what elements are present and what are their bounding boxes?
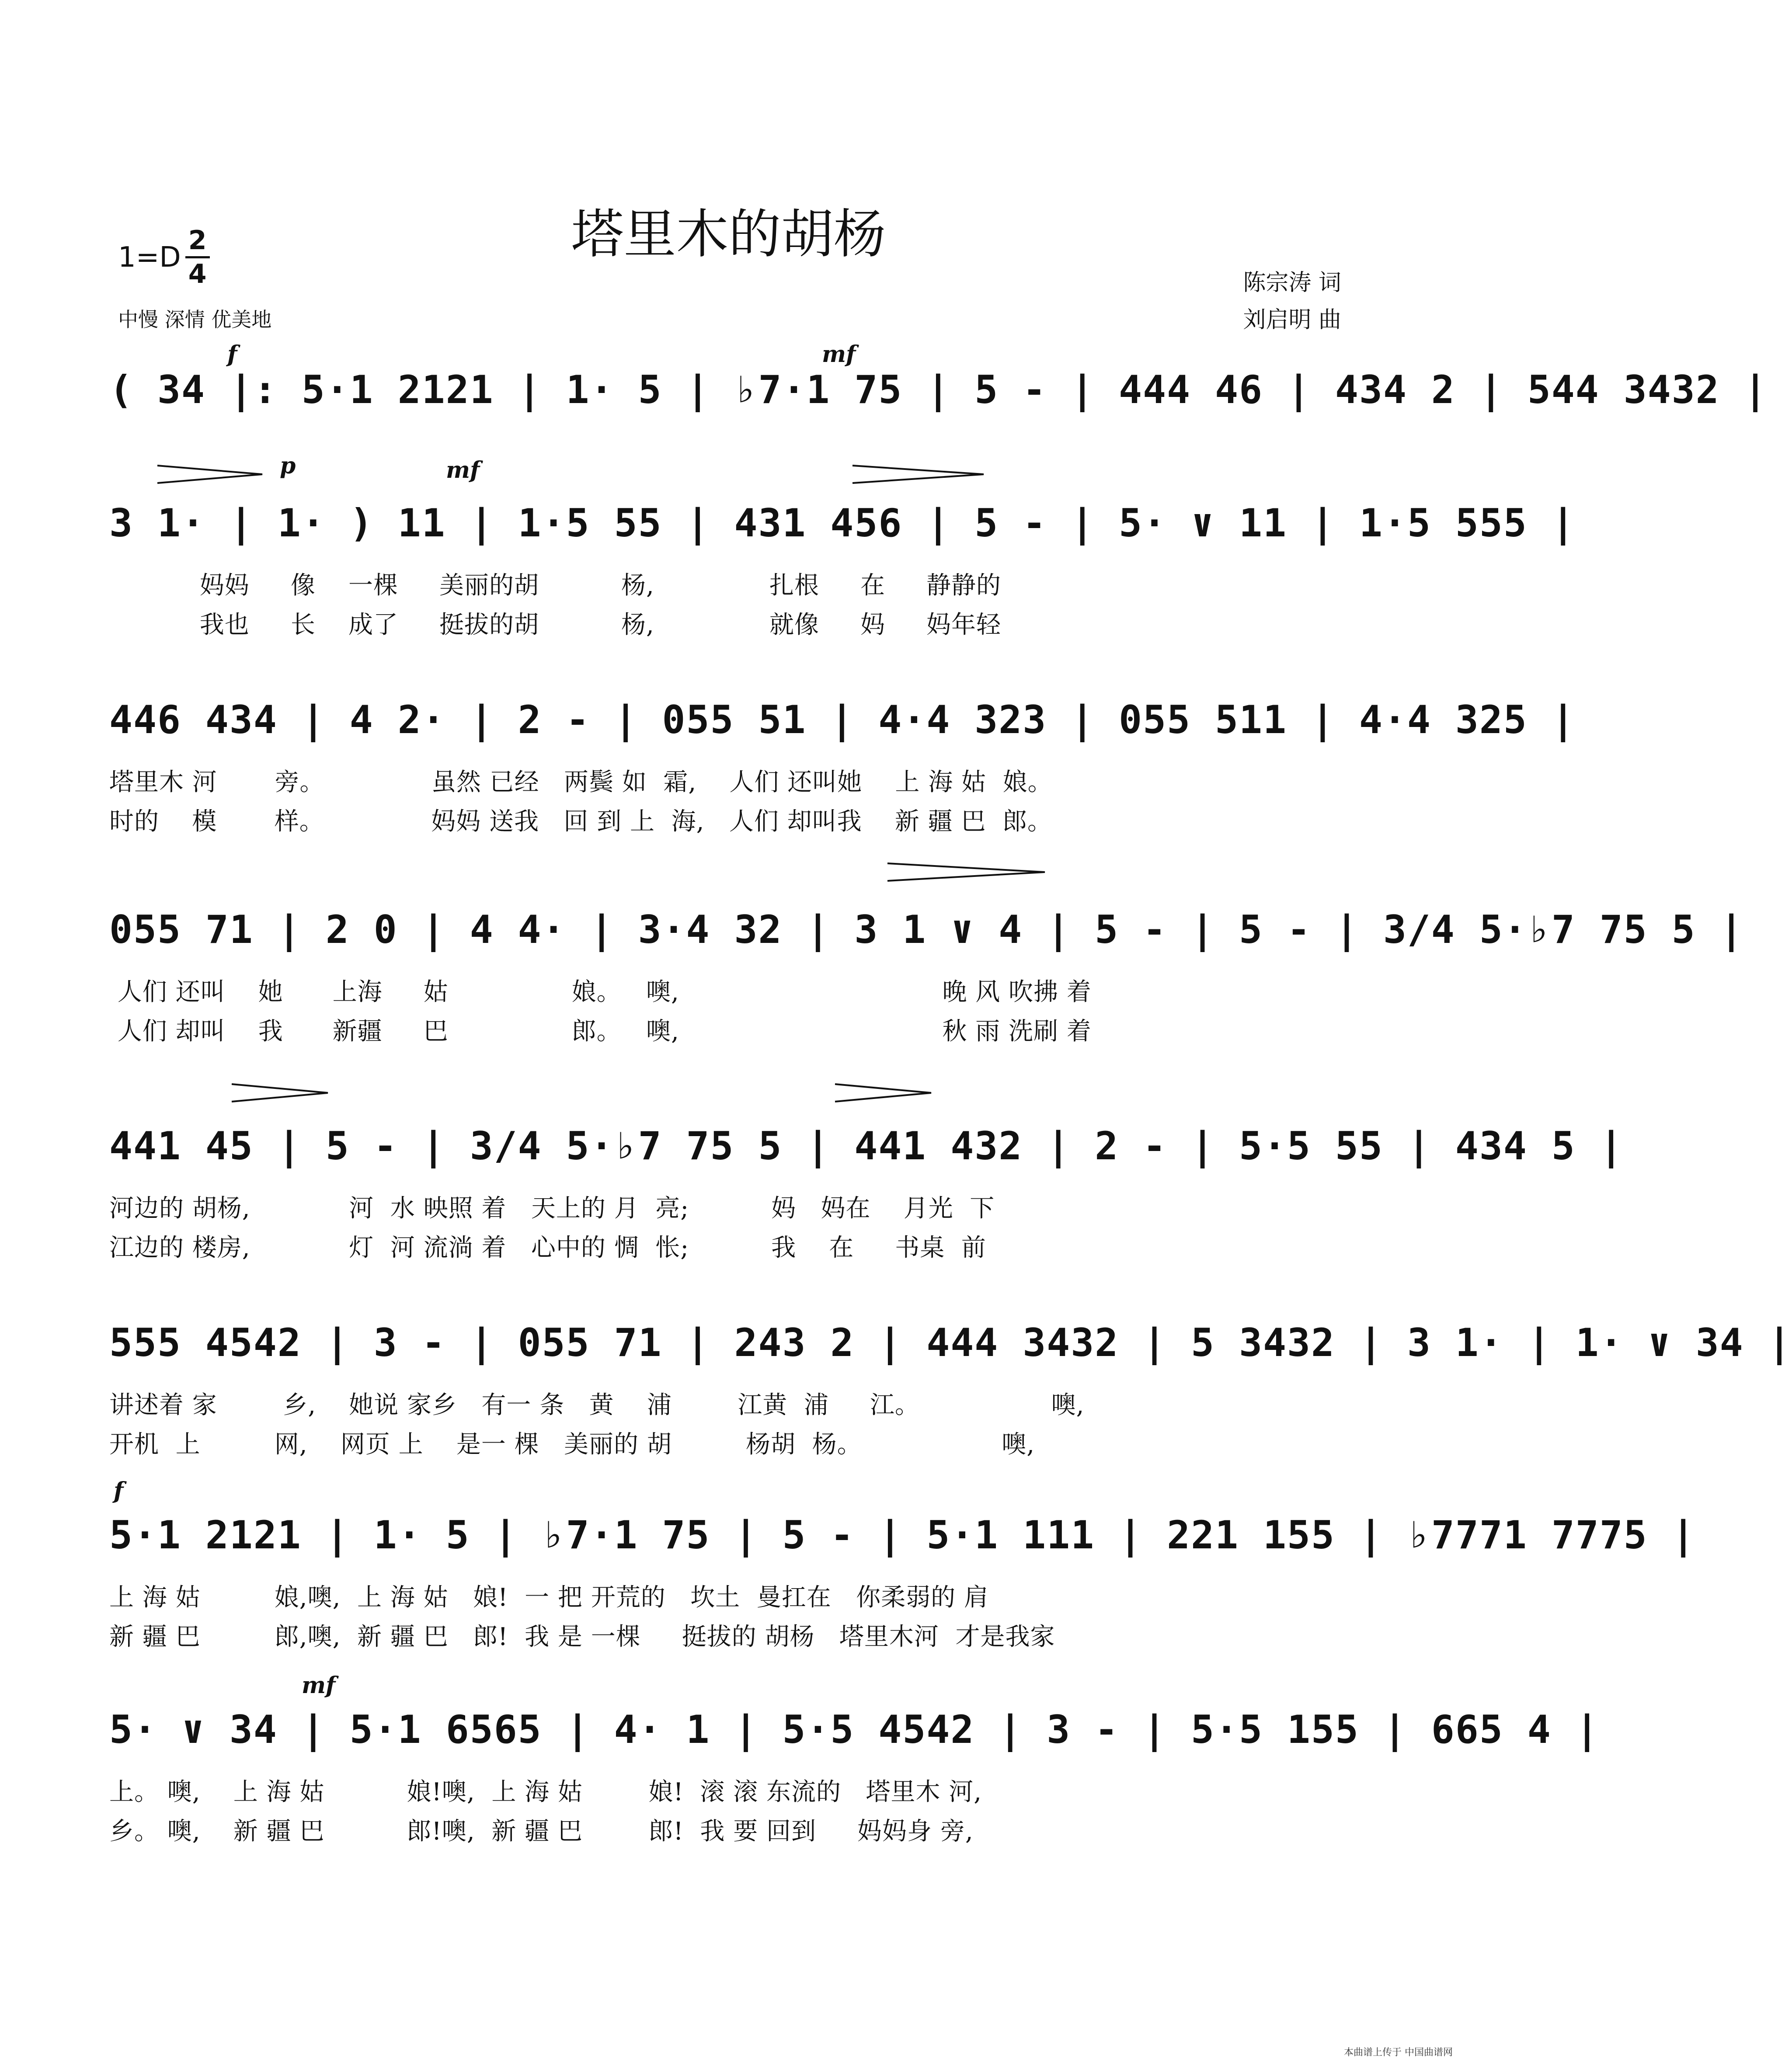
notation-line: 3 1· | 1· ) 11 | 1·5 55 | 431 456 | 5 - | 5· ∨ 11 | 1·5 555 |	[109, 501, 1576, 546]
dynamic-mark: mf	[446, 457, 480, 483]
song-title: 塔里木的胡杨	[571, 204, 886, 265]
lyrics-verse-1: 上。 噢, 上 海 姑 娘!噢, 上 海 姑 娘! 滚 滚 东流的 塔里木 河,	[109, 1778, 982, 1806]
tempo-marking: 中慢 深情 优美地	[118, 308, 272, 331]
lyrics-verse-1: 妈妈 像 一棵 美丽的胡 杨, 扎根 在 静静的	[109, 571, 1002, 600]
dynamic-mark: p	[280, 452, 296, 479]
lyricist: 陈宗涛 词	[1243, 270, 1341, 296]
decrescendo-hairpin	[835, 1080, 940, 1106]
notation-line: 5·1 2121 | 1· 5 | ♭7·1 75 | 5 - | 5·1 111 | 221 155 | ♭7771 7775 |	[109, 1513, 1696, 1558]
notation-line: 055 71 | 2 0 | 4 4· | 3·4 32 | 3 1 ∨ 4 | 5 - | 5 - | 3/4 5·♭7 75 5 |	[109, 907, 1744, 952]
time-numerator: 2	[188, 225, 207, 256]
notation-line: 441 45 | 5 - | 3/4 5·♭7 75 5 | 441 432 | 2 - | 5·5 55 | 434 5 |	[109, 1123, 1624, 1168]
lyrics-verse-2: 乡。 噢, 新 疆 巴 郎!噢, 新 疆 巴 郎! 我 要 回到 妈妈身 旁,	[109, 1817, 974, 1846]
decrescendo-hairpin	[887, 859, 1054, 885]
decrescendo-hairpin	[853, 461, 992, 487]
lyrics-verse-1: 塔里木 河 旁。 虽然 已经 两鬓 如 霜, 人们 还叫她 上 海 姑 娘。	[109, 768, 1053, 796]
lyrics-verse-2: 江边的 楼房, 灯 河 流淌 着 心中的 惆 怅; 我 在 书桌 前	[109, 1234, 986, 1262]
notation-line: 5· ∨ 34 | 5·1 6565 | 4· 1 | 5·5 4542 | 3 - | 5·5 155 | 665 4 |	[109, 1707, 1600, 1752]
lyrics-verse-2: 开机 上 网, 网页 上 是一 棵 美丽的 胡 杨胡 杨。 噢,	[109, 1430, 1035, 1459]
key-label: 1=D	[118, 241, 181, 274]
lyrics-verse-2: 新 疆 巴 郎,噢, 新 疆 巴 郎! 我 是 一棵 挺拔的 胡杨 塔里木河 才是我家	[109, 1623, 1055, 1651]
decrescendo-hairpin	[232, 1080, 337, 1106]
lyrics-verse-2: 时的 模 样。 妈妈 送我 回 到 上 海, 人们 却叫我 新 疆 巴 郎。	[109, 807, 1053, 836]
decrescendo-hairpin	[157, 461, 385, 487]
composer: 刘启明 曲	[1243, 307, 1341, 333]
lyrics-verse-1: 人们 还叫 她 上海 姑 娘。 噢, 晚 风 吹拂 着	[109, 978, 1092, 1006]
dynamic-mark: mf	[822, 341, 856, 368]
lyrics-verse-1: 上 海 姑 娘,噢, 上 海 姑 娘! 一 把 开荒的 坎土 曼扛在 你柔弱的 肩	[109, 1583, 989, 1612]
key-signature	[118, 227, 210, 287]
dynamic-mark: mf	[302, 1672, 336, 1699]
dynamic-mark: f	[114, 1478, 124, 1504]
lyrics-verse-1: 河边的 胡杨, 河 水 映照 着 天上的 月 亮; 妈 妈在 月光 下	[109, 1194, 995, 1223]
notation-line: 555 4542 | 3 - | 055 71 | 243 2 | 444 3432 | 5 3432 | 3 1· | 1· ∨ 34 |	[109, 1320, 1792, 1365]
notation-line: 446 434 | 4 2· | 2 - | 055 51 | 4·4 323 | 055 511 | 4·4 325 |	[109, 697, 1576, 742]
notation-line: ( 34 |: 5·1 2121 | 1· 5 | ♭7·1 75 | 5 - | 444 46 | 434 2 | 544 3432 |	[109, 367, 1768, 412]
lyrics-verse-1: 讲述着 家 乡, 她说 家乡 有一 条 黄 浦 江黄 浦 江。 噢,	[109, 1391, 1085, 1419]
lyrics-verse-2: 我也 长 成了 挺拔的胡 杨, 就像 妈 妈年轻	[109, 611, 1002, 639]
lyrics-verse-2: 人们 却叫 我 新疆 巴 郎。 噢, 秋 雨 洗刷 着	[109, 1017, 1092, 1046]
time-denominator: 4	[188, 259, 207, 289]
dynamic-mark: f	[227, 341, 237, 368]
footer-watermark: 本曲谱上传于 中国曲谱网	[1344, 2047, 1453, 2058]
time-signature	[185, 227, 210, 287]
credits	[1243, 264, 1341, 339]
